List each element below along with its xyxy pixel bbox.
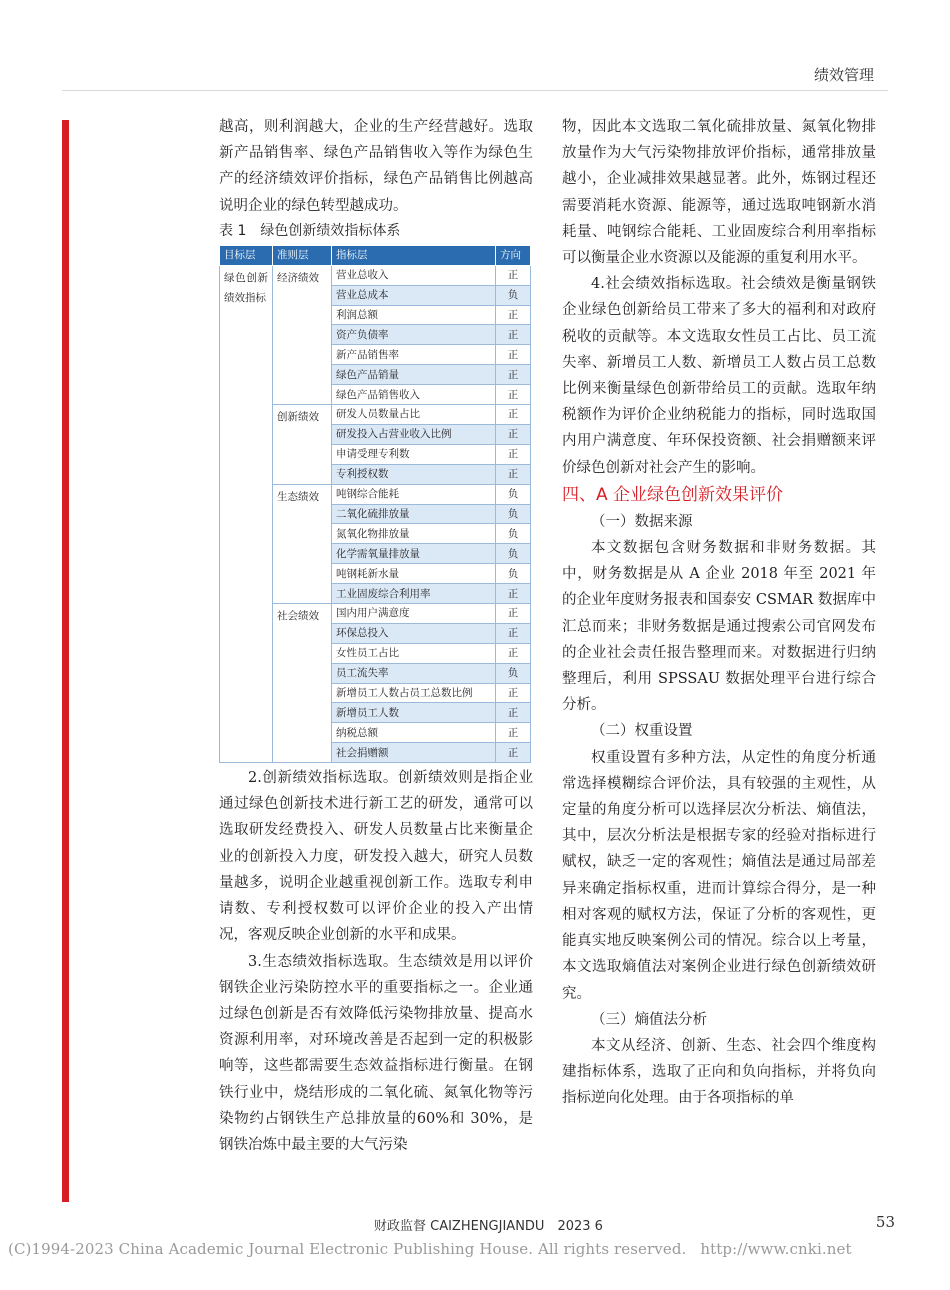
header-divider	[62, 90, 888, 91]
direction-cell: 负	[496, 544, 531, 564]
direction-cell: 正	[496, 743, 531, 763]
indicator-cell: 研发人员数量占比	[332, 405, 496, 425]
indicator-cell: 绿色产品销售收入	[332, 385, 496, 405]
indicator-cell: 研发投入占营业收入比例	[332, 424, 496, 444]
ecology-paragraph: 3.生态绩效指标选取。生态绩效是用以评价钢铁企业污染防控水平的重要指标之一。企业通过绿色创新是否有效降低污染物排放量、提高水资源利用率，对环境改善是否起到一定的积极影响等，这些都需要生态效益指标进行衡量。在钢铁行业中，烧结形成的二氧化硫、氮氧化物等污染物约占钢铁生产总排放量的60%和 30%，是钢铁冶炼中最主要的大气污染	[219, 953, 533, 1153]
direction-cell: 正	[496, 603, 531, 623]
indicator-cell: 吨钢耗新水量	[332, 564, 496, 584]
footer-journal: 财政监督 CAIZHENGJIANDU 2023 6	[374, 1219, 603, 1234]
indicator-cell: 绿色产品销量	[332, 365, 496, 385]
direction-cell: 负	[496, 285, 531, 305]
section-header: 绩效管理	[813, 66, 874, 84]
innovation-paragraph: 2.创新绩效指标选取。创新绩效则是指企业通过绿色创新技术进行新工艺的研发，通常可以选取研发经费投入、研发人员数量占比来衡量企业的创新投入力度，研发投入越大，研究人员数量越多，说明企业越重视创新工作。选取专利申请数、专利授权数可以评价企业的投入产出情况，客观反映企业创新的水平和成果。	[219, 770, 533, 944]
direction-cell: 正	[496, 424, 531, 444]
header-direction: 方向	[496, 245, 531, 265]
page-number: 53	[875, 1213, 895, 1231]
direction-cell: 正	[496, 265, 531, 285]
direction-cell: 负	[496, 564, 531, 584]
indicator-table	[219, 245, 531, 763]
red-margin-bar	[62, 120, 69, 1202]
direction-cell: 负	[496, 524, 531, 544]
ecology-continued-paragraph: 物，因此本文选取二氧化硫排放量、氮氧化物排放量作为大气污染物排放评价指标，通常排放量越小，企业减排效果越显著。此外，炼钢过程还需要消耗水资源、能源等，通过选取吨钢新水消耗量、吨钢综合能耗、工业固废综合利用率指标可以衡量企业水资源以及能源的重复利用水平。	[562, 119, 876, 267]
target-cell: 绿色创新绩效指标	[220, 265, 273, 762]
direction-cell: 正	[496, 444, 531, 464]
indicator-cell: 纳税总额	[332, 723, 496, 743]
direction-cell: 负	[496, 663, 531, 683]
criterion-cell: 社会绩效	[273, 603, 332, 762]
indicator-cell: 氮氧化物排放量	[332, 524, 496, 544]
indicator-cell: 社会捐赠额	[332, 743, 496, 763]
indicator-cell: 员工流失率	[332, 663, 496, 683]
social-paragraph: 4.社会绩效指标选取。社会绩效是衡量钢铁企业绿色创新给员工带来了多大的福利和对政府税收的贡献等。本文选取女性员工占比、员工流失率、新增员工人数、新增员工人数占员工总数比例来衡量绿色创新带给员工的贡献。选取年纳税额作为评价企业纳税能力的指标，同时选取国内用户满意度、年环保投资额、社会捐赠额来评价绿色创新对社会产生的影响。	[562, 276, 876, 476]
indicator-cell: 利润总额	[332, 305, 496, 325]
table-body	[220, 265, 531, 762]
right-column	[562, 114, 876, 1112]
direction-cell: 正	[496, 325, 531, 345]
header-target: 目标层	[220, 245, 273, 265]
criterion-cell: 创新绩效	[273, 405, 332, 485]
direction-cell: 正	[496, 683, 531, 703]
subsection-entropy: （三）熵值法分析	[591, 1011, 707, 1028]
direction-cell: 正	[496, 643, 531, 663]
direction-cell: 正	[496, 584, 531, 604]
direction-cell: 正	[496, 723, 531, 743]
entropy-paragraph: 本文从经济、创新、生态、社会四个维度构建指标体系，选取了正向和负向指标，并将负向指标逆向化处理。由于各项指标的单	[562, 1037, 876, 1107]
copyright-line	[8, 1240, 852, 1258]
indicator-cell: 新产品销售率	[332, 345, 496, 365]
direction-cell: 正	[496, 405, 531, 425]
weight-paragraph: 权重设置有多种方法，从定性的角度分析通常选择模糊综合评价法，具有较强的主观性，从定量的角度分析可以选择层次分析法、熵值法，其中，层次分析法是根据专家的经验对指标进行赋权，缺乏一定的客观性；熵值法是通过局部差异来确定指标权重，进而计算综合得分，是一种相对客观的赋权方法，保证了分析的客观性，更能真实地反映案例公司的情况。综合以上考量，本文选取熵值法对案例企业进行绿色创新绩效研究。	[562, 749, 876, 1002]
direction-cell: 正	[496, 385, 531, 405]
indicator-cell: 资产负债率	[332, 325, 496, 345]
indicator-cell: 化学需氧量排放量	[332, 544, 496, 564]
indicator-cell: 营业总收入	[332, 265, 496, 285]
intro-paragraph: 越高，则利润越大，企业的生产经营越好。选取新产品销售率、绿色产品销售收入等作为绿色生产的经济绩效评价指标，绿色产品销售比例越高说明企业的绿色转型越成功。	[219, 119, 533, 214]
direction-cell: 负	[496, 504, 531, 524]
data-source-paragraph: 本文数据包含财务数据和非财务数据。其中，财务数据是从 A 企业 2018 年至 2021 年的企业年度财务报表和国泰安 CSMAR 数据库中汇总而来；非财务数据是通过搜索公司官网发布的企业社会责任报告整理而来。对数据进行归纳整理后，利用 SPSSAU 数据处理平台进行综合分析。	[562, 540, 876, 714]
indicator-cell: 国内用户满意度	[332, 603, 496, 623]
section-title: 四、A 企业绿色创新效果评价	[562, 484, 784, 505]
left-column	[219, 114, 533, 1158]
header-indicator: 指标层	[332, 245, 496, 265]
indicator-cell: 女性员工占比	[332, 643, 496, 663]
indicator-cell: 吨钢综合能耗	[332, 484, 496, 504]
subsection-weight: （二）权重设置	[591, 723, 693, 740]
indicator-cell: 专利授权数	[332, 464, 496, 484]
indicator-cell: 申请受理专利数	[332, 444, 496, 464]
direction-cell: 正	[496, 703, 531, 723]
table-caption: 表 1 绿色创新绩效指标体系	[219, 222, 401, 239]
indicator-cell: 二氧化硫排放量	[332, 504, 496, 524]
direction-cell: 正	[496, 305, 531, 325]
subsection-data-source: （一）数据来源	[591, 513, 693, 530]
table-row	[220, 265, 531, 285]
table-header-row	[220, 245, 531, 265]
header-criterion: 准则层	[273, 245, 332, 265]
direction-cell: 负	[496, 484, 531, 504]
criterion-cell: 经济绩效	[273, 265, 332, 404]
direction-cell: 正	[496, 345, 531, 365]
criterion-cell: 生态绩效	[273, 484, 332, 603]
copyright-text: (C)1994-2023 China Academic Journal Electronic Publishing House. All rights reserved.	[8, 1240, 687, 1258]
direction-cell: 正	[496, 365, 531, 385]
indicator-cell: 工业固废综合利用率	[332, 584, 496, 604]
indicator-cell: 环保总投入	[332, 623, 496, 643]
indicator-cell: 新增员工人数	[332, 703, 496, 723]
cnki-link[interactable]: http://www.cnki.net	[700, 1240, 852, 1258]
direction-cell: 正	[496, 464, 531, 484]
indicator-cell: 新增员工人数占员工总数比例	[332, 683, 496, 703]
direction-cell: 正	[496, 623, 531, 643]
indicator-cell: 营业总成本	[332, 285, 496, 305]
